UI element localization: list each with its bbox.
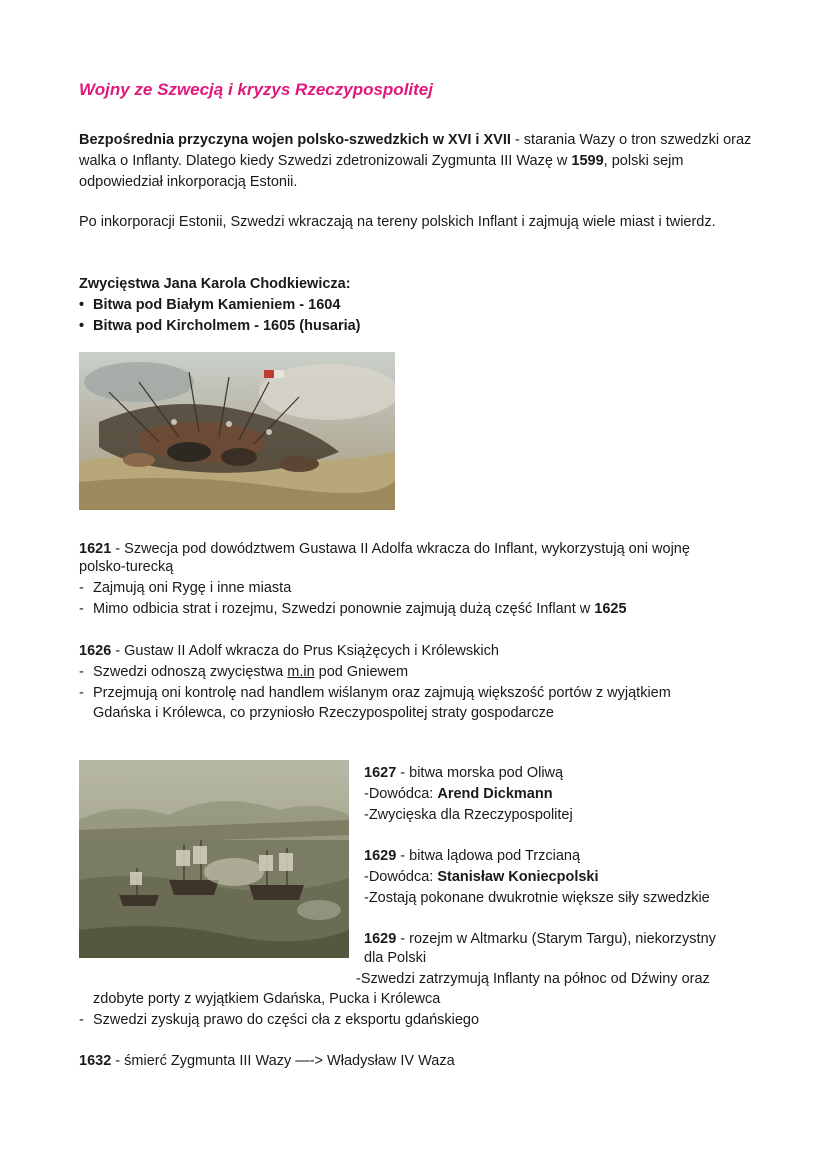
list-item: Przejmują oni kontrolę nad handlem wiślanym oraz zajmują większość portów z wyjątkiem bbox=[93, 685, 671, 701]
section-1629-truce: 1629 - rozejm w Altmarku (Starym Targu), niekorzystny bbox=[364, 931, 716, 947]
list-dash: - bbox=[79, 580, 84, 596]
commander-1627: -Dowódca: Arend Dickmann bbox=[364, 786, 553, 802]
list-item: Zajmują oni Rygę i inne miasta bbox=[93, 580, 292, 596]
section-1621: 1621 - Szwecja pod dowództwem Gustawa II Adolfa wkracza do Inflant, wykorzystują oni wojnę bbox=[79, 541, 690, 557]
list-item: Szwedzi zyskują prawo do części cła z eksportu gdańskiego bbox=[93, 1012, 480, 1028]
section-1632: 1632 - śmierć Zygmunta III Wazy —-> Władysław IV Waza bbox=[79, 1053, 455, 1069]
chodkiewicz-heading: Zwycięstwa Jana Karola Chodkiewicza: bbox=[79, 276, 351, 292]
section-1629-truce-cont: dla Polski bbox=[364, 950, 427, 966]
intro-paragraph: Bezpośrednia przyczyna wojen polsko-szwedzkich w XVI i XVII - starania Wazy o tron szwedzki oraz walka o Inflanty. Dlatego kiedy Szwedzi zdetronizowali Zygmunta III Wazę w 1599, polski sejm odpowiedział inkorporacją Estonii. bbox=[79, 132, 752, 190]
list-dash: - bbox=[79, 601, 84, 617]
list-dash: - bbox=[79, 664, 84, 680]
commander-1629: -Dowódca: Stanisław Koniecpolski bbox=[364, 869, 599, 885]
list-item-cont: zdobyte porty z wyjątkiem Gdańska, Pucka i Królewca bbox=[93, 991, 441, 1007]
list-item-cont: Gdańska i Królewca, co przyniosło Rzeczypospolitej straty gospodarcze bbox=[93, 705, 554, 721]
list-item: • bbox=[79, 297, 85, 313]
list-item: • bbox=[79, 318, 85, 334]
estonia-paragraph: Po inkorporacji Estonii, Szwedzi wkraczają na tereny polskich Inflant i zajmują wiele miast i twierdz. bbox=[79, 214, 716, 230]
intro-bold: Bezpośrednia przyczyna wojen polsko-szwedzkich w XVI i XVII bbox=[79, 132, 511, 148]
list-item: -Szwedzi zatrzymują Inflanty na północ od Dźwiny oraz bbox=[356, 971, 710, 987]
battle-painting-image bbox=[79, 352, 395, 510]
list-item-label: Bitwa pod Białym Kamieniem - 1604 bbox=[93, 297, 341, 313]
section-1626: 1626 - Gustaw II Adolf wkracza do Prus Książęcych i Królewskich bbox=[79, 643, 499, 659]
page-title: Wojny ze Szwecją i kryzys Rzeczypospolitej bbox=[79, 80, 433, 99]
list-item: Mimo odbicia strat i rozejmu, Szwedzi ponownie zajmują dużą część Inflant w 1625 bbox=[93, 601, 627, 617]
list-item: Szwedzi odnoszą zwycięstwa m.in pod Gniewem bbox=[93, 664, 409, 680]
list-item-label: Bitwa pod Kircholmem - 1605 (husaria) bbox=[93, 318, 361, 334]
list-dash: - bbox=[79, 1012, 84, 1028]
section-1621-cont: polsko-turecką bbox=[79, 559, 174, 575]
naval-battle-painting-image bbox=[79, 760, 349, 958]
min-link[interactable]: m.in bbox=[287, 664, 315, 680]
result-1629: -Zostają pokonane dwukrotnie większe siły szwedzkie bbox=[364, 890, 710, 906]
section-1629-battle: 1629 - bitwa lądowa pod Trzcianą bbox=[364, 848, 581, 864]
result-1627: -Zwycięska dla Rzeczypospolitej bbox=[364, 807, 573, 823]
list-dash: - bbox=[79, 685, 84, 701]
section-1627: 1627 - bitwa morska pod Oliwą bbox=[364, 765, 564, 781]
